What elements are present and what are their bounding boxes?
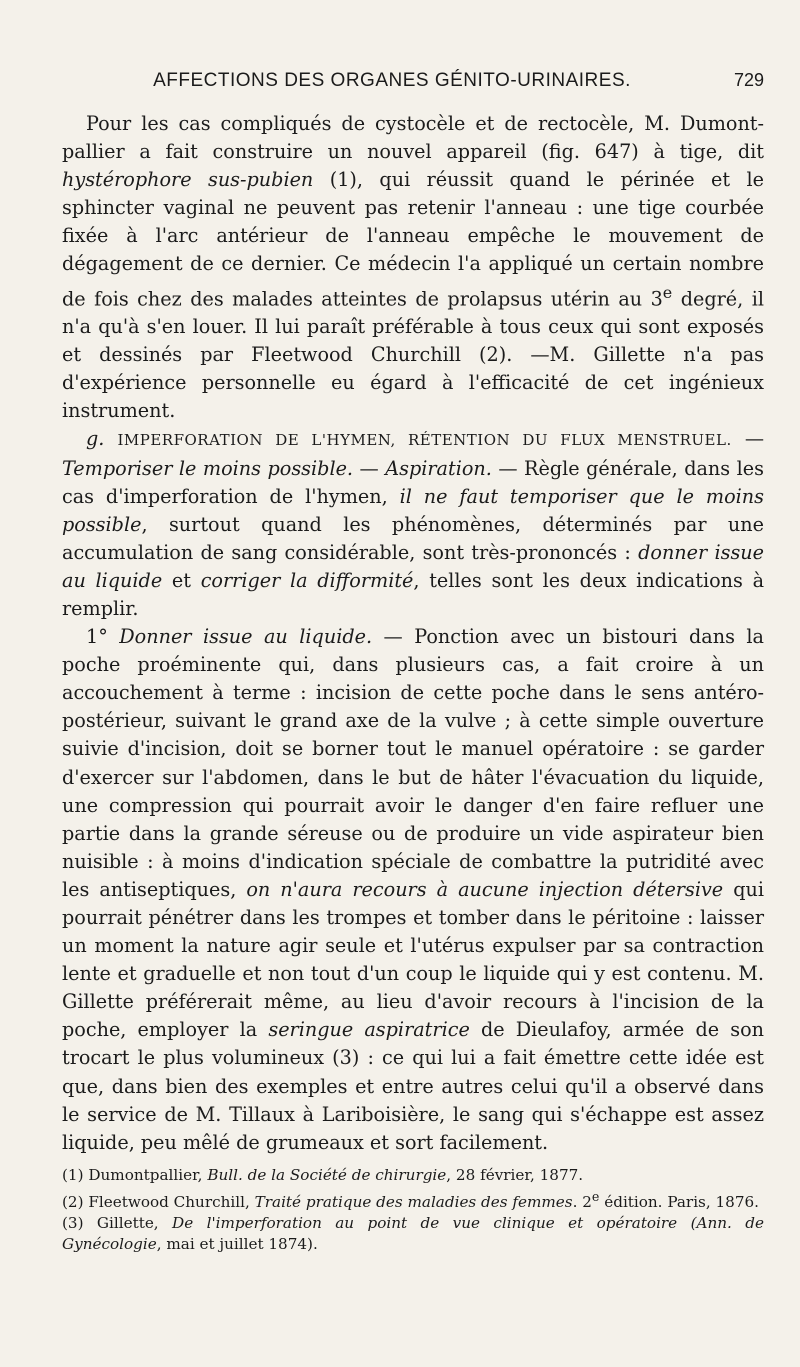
paragraph-1: Pour les cas compliqués de cystocèle et de rectocèle, M. Dumont-pallier a fait construire un nouvel appareil (fig. 647) à tige, dit hystérophore sus-pubien (1), qui réussit quand le périnée et le sphincter vaginal ne peuvent pas retenir l'anneau : une tige courbée fixée à l'arc antérieur de l'anneau empêche le mouvement de dégagement de ce dernier. Ce médecin l'a appliqué un certain nombre de fois chez des malades atteintes de prolapsus utérin au 3e degré, il n'a qu'à s'en louer. Il lui paraît préférable à tous ceux qui sont exposés et dessinés par Fleetwood Churchill (2). —M. Gillette n'a pas d'expérience personnelle eu égard à l'efficacité de cet ingénieux instrument.: [62, 112, 764, 423]
page-header: [62, 70, 764, 110]
footnote: (1) Dumontpallier, Bull. de la Société de chirurgie, 28 février, 1877.: [62, 1165, 584, 1184]
footnote: (2) Fleetwood Churchill, Traité pratique des maladies des femmes. 2e édition. Paris, 1876.: [62, 1188, 759, 1211]
page-number: 729: [733, 70, 764, 90]
page: [62, 70, 764, 1255]
footnotes: [62, 1165, 764, 1255]
paragraph-2: g. IMPERFORATION DE L'HYMEN, RÉTENTION DU FLUX MENSTRUEL. — Temporiser le moins possible. — Aspiration. — Règle générale, dans les cas d'imperforation de l'hymen, il ne faut temporiser que le moins possible, surtout quand les phénomènes, déterminés par une accumulation de sang considérable, sont très-prononcés : donner issue au liquide et corriger la difformité, telles sont les deux indications à remplir.: [62, 427, 765, 620]
section-heading: IMPERFORATION DE L'HYMEN, RÉTENTION DU FLUX MENSTRUEL.: [117, 431, 732, 450]
paragraph-3: 1° Donner issue au liquide. — Ponction avec un bistouri dans la poche proéminente qui, dans plusieurs cas, a fait croire à un accouchement à terme : incision de cette poche dans le sens antéro-postérieur, suivant le grand axe de la vulve ; à cette simple ouverture suivie d'incision, doit se borner tout le manuel opératoire : se garder d'exercer sur l'abdomen, dans le but de hâter l'évacuation du liquide, une compression qui pourrait avoir le danger d'en faire refluer une partie dans la grande séreuse ou de produire un vide aspirateur bien nuisible : à moins d'indication spéciale de combattre la putridité avec les antiseptiques, on n'aura recours à aucune injection détersive qui pourrait pénétrer dans les trompes et tomber dans le péritoine : laisser un moment la nature agir seule et l'utérus expulser par sa contraction lente et graduelle et non tout d'un coup le liquide qui y est contenu. M. Gillette préférerait même, au lieu d'avoir recours à l'incision de la poche, employer la seringue aspiratrice de Dieulafoy, armée de son trocart le plus volumineux (3) : ce qui lui a fait émettre cette idée est que, dans bien des exemples et entre autres celui qu'il a observé dans le service de M. Tillaux à Lariboisière, le sang qui s'échappe est assez liquide, peu mêlé de grumeaux et sort facilement.: [62, 625, 765, 1154]
footnote: (3) Gillette, De l'imperforation au point de vue clinique et opératoire (Ann. de Gynécologie, mai et juillet 1874).: [62, 1213, 764, 1253]
running-title: AFFECTIONS DES ORGANES GÉNITO-URINAIRES.: [153, 70, 631, 91]
